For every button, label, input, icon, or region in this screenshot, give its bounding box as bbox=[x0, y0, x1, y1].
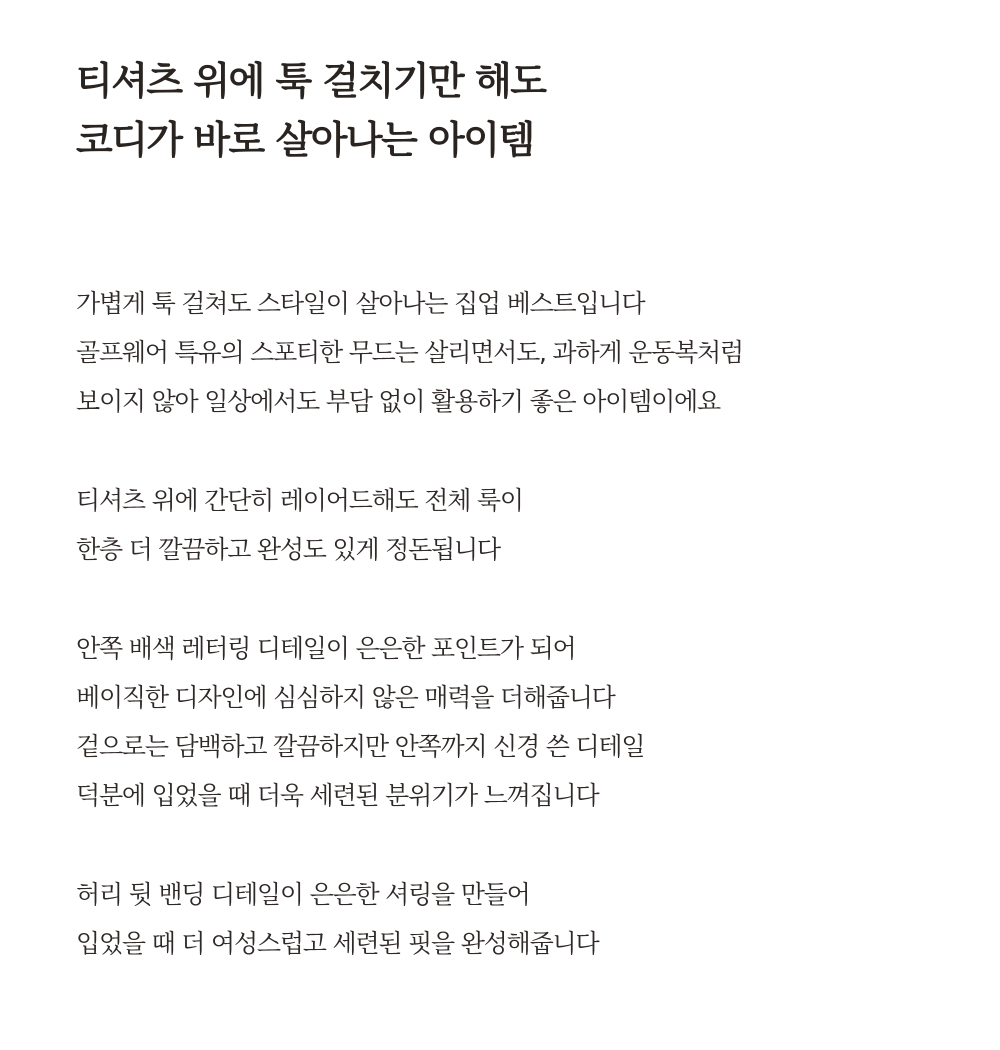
paragraph-line: 덕분에 입었을 때 더욱 세련된 분위기가 느껴집니다 bbox=[76, 781, 599, 810]
paragraph-line: 보이지 않아 일상에서도 부담 없이 활용하기 좋은 아이템이에요 bbox=[76, 387, 720, 416]
paragraph-layering bbox=[76, 476, 956, 574]
description-body bbox=[76, 279, 956, 968]
paragraph-line: 티셔츠 위에 간단히 레이어드해도 전체 룩이 bbox=[76, 486, 523, 515]
paragraph-line: 허리 뒷 밴딩 디테일이 은은한 셔링을 만들어 bbox=[76, 880, 530, 909]
product-description bbox=[76, 52, 956, 1018]
paragraph-line: 안쪽 배색 레터링 디테일이 은은한 포인트가 되어 bbox=[76, 634, 576, 663]
paragraph-line: 베이직한 디자인에 심심하지 않은 매력을 더해줍니다 bbox=[76, 683, 615, 712]
paragraph-lettering-detail bbox=[76, 624, 956, 820]
paragraph-intro bbox=[76, 279, 956, 426]
headline-line-2: 코디가 바로 살아나는 아이템 bbox=[76, 118, 534, 162]
paragraph-line: 겉으로는 담백하고 깔끔하지만 안쪽까지 신경 쓴 디테일 bbox=[76, 732, 645, 761]
paragraph-waist-banding bbox=[76, 870, 956, 968]
headline-line-1: 티셔츠 위에 툭 걸치기만 해도 bbox=[76, 59, 546, 103]
paragraph-line: 가볍게 툭 걸쳐도 스타일이 살아나는 집업 베스트입니다 bbox=[76, 289, 645, 318]
headline bbox=[76, 52, 956, 170]
paragraph-line: 한층 더 깔끔하고 완성도 있게 정돈됩니다 bbox=[76, 535, 500, 564]
paragraph-line: 골프웨어 특유의 스포티한 무드는 살리면서도, 과하게 운동복처럼 bbox=[76, 338, 743, 367]
paragraph-line: 입었을 때 더 여성스럽고 세련된 핏을 완성해줍니다 bbox=[76, 929, 599, 958]
